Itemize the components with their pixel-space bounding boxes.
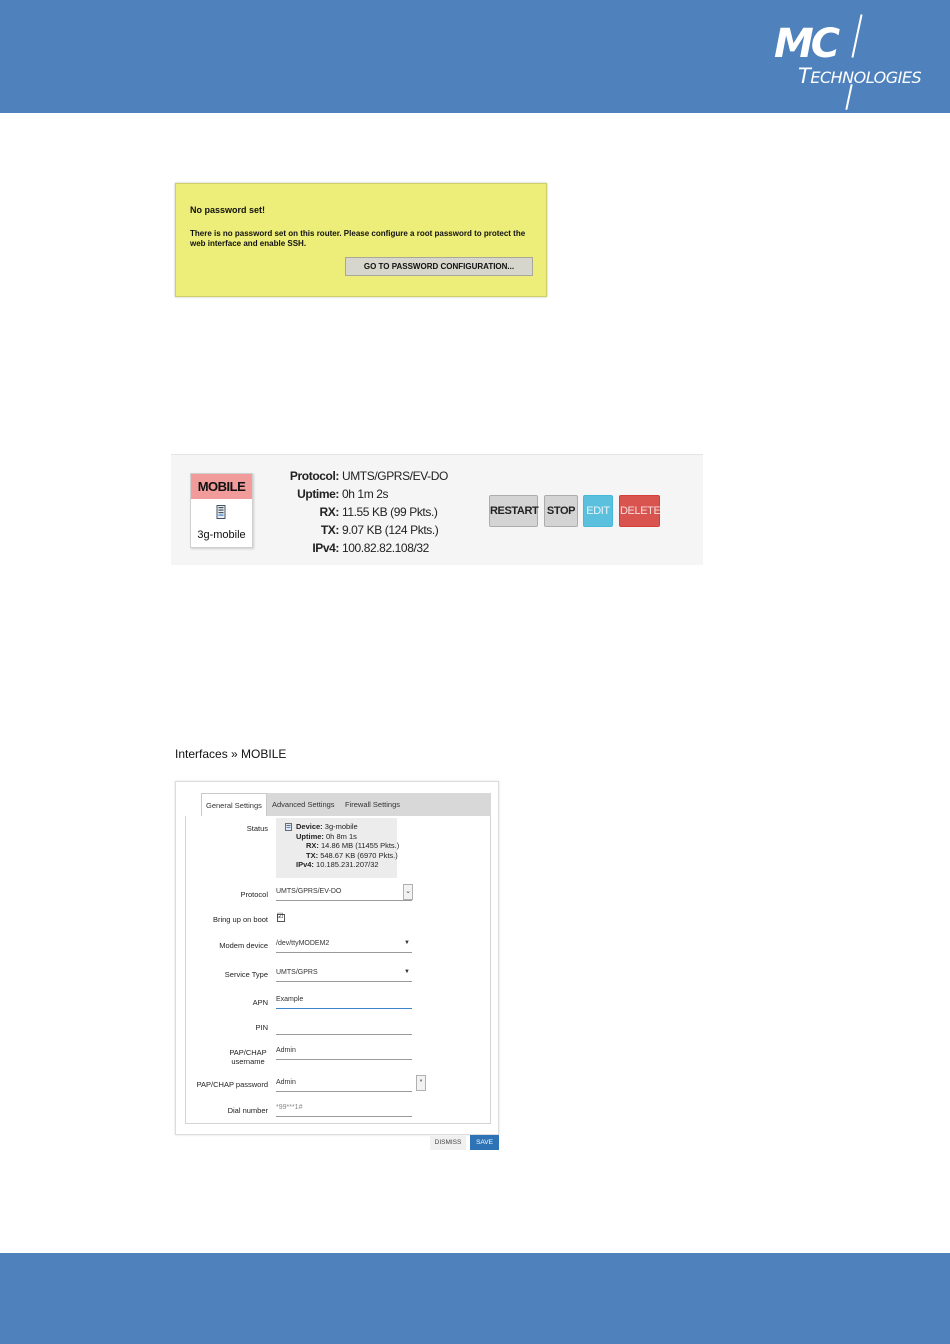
rx-label: RX: [319, 505, 339, 519]
dismiss-button[interactable]: DISMISS [430, 1136, 466, 1150]
breadcrumb: Interfaces » MOBILE [175, 747, 287, 761]
pap-chap-username-input[interactable]: Admin [276, 1043, 412, 1060]
status-uptime-value: 0h 8m 1s [326, 831, 357, 841]
protocol-value: UMTS/GPRS/EV-DO [341, 469, 448, 483]
interface-card [190, 473, 253, 548]
service-type-select[interactable] [276, 965, 412, 982]
tab-general-settings[interactable]: General Settings [201, 793, 267, 816]
no-password-warning [175, 183, 547, 297]
status-rx-value: 14.86 MB (11455 Pkts.) [321, 841, 400, 850]
general-settings-form [185, 816, 491, 1124]
status-device-label: Device: [296, 822, 323, 831]
interface-device-label: 3g-mobile [197, 529, 246, 541]
save-button[interactable]: SAVE [470, 1135, 499, 1150]
interface-info [267, 467, 467, 557]
warning-text: There is no password set on this router. Please configure a root password to protect the web interface and enable SSH. [190, 229, 526, 248]
uptime-value: 0h 1m 2s [341, 487, 389, 501]
protocol-field-label: Protocol [240, 890, 268, 899]
tx-value: 9.07 KB (124 Pkts.) [341, 523, 439, 537]
pap-chap-username-label: PAP/CHAP username [229, 1048, 267, 1066]
delete-button[interactable]: DELETE [619, 495, 660, 527]
service-type-value: UMTS/GPRS [276, 969, 318, 976]
apn-label: APN [252, 998, 268, 1007]
status-lines [296, 822, 399, 870]
protocol-label: Protocol: [289, 469, 339, 483]
status-ipv4-value: 10.185.231.207/32 [316, 860, 379, 869]
dial-number-label: Dial number [227, 1106, 268, 1115]
caret-down-icon: ▼ [404, 969, 410, 975]
tab-bar [201, 793, 491, 816]
interface-config-panel [175, 781, 499, 1135]
tab-advanced-settings[interactable]: Advanced Settings [272, 800, 335, 809]
modem-icon [216, 505, 226, 519]
boot-label: Bring up on boot [212, 915, 268, 924]
interface-panel [171, 454, 703, 565]
modem-device-value: /dev/ttyMODEM2 [276, 940, 330, 947]
header-banner [0, 0, 950, 113]
ipv4-value: 100.82.82.108/32 [341, 541, 429, 555]
status-tx-label: TX: [306, 850, 319, 860]
caret-down-icon: ▼ [404, 940, 410, 946]
modem-icon [285, 823, 292, 831]
protocol-select[interactable] [276, 884, 412, 901]
tx-label: TX: [320, 523, 339, 537]
uptime-label: Uptime: [297, 487, 339, 501]
checkmark-icon: ☑ [277, 913, 284, 920]
modem-device-select[interactable] [276, 936, 412, 953]
rx-value: 11.55 KB (99 Pkts.) [341, 505, 438, 519]
status-box [276, 818, 400, 878]
pap-chap-password-label: PAP/CHAP password [196, 1080, 268, 1089]
interface-name: MOBILE [191, 474, 252, 499]
stop-button[interactable]: STOP [544, 495, 578, 527]
status-uptime-label: Uptime: [296, 831, 324, 841]
edit-button[interactable]: EDIT [583, 495, 613, 527]
pap-chap-password-value: Admin [276, 1079, 296, 1086]
status-ipv4-label: IPv4: [296, 860, 314, 869]
restart-button[interactable]: RESTART [489, 495, 538, 527]
mc-technologies-logo [772, 14, 948, 112]
logo-technologies-text: TECHNOLOGIES [798, 64, 922, 88]
dial-number-input[interactable]: *99***1# [276, 1100, 412, 1117]
pin-label: PIN [255, 1023, 268, 1032]
service-type-label: Service Type [224, 970, 268, 979]
tab-firewall-settings[interactable]: Firewall Settings [345, 800, 401, 809]
bring-up-on-boot-checkbox[interactable] [277, 914, 285, 922]
reveal-password-icon[interactable]: * [416, 1075, 426, 1091]
protocol-select-value: UMTS/GPRS/EV-DO [276, 888, 342, 895]
logo-mc-text: MC [774, 21, 838, 67]
pin-input[interactable] [276, 1018, 412, 1035]
ipv4-label: IPv4: [312, 541, 339, 555]
chevron-down-icon[interactable]: ⌄ [403, 884, 413, 900]
status-device-value: 3g-mobile [324, 822, 358, 831]
status-tx-value: 548.67 KB (6970 Pkts.) [320, 850, 398, 860]
status-label: Status [246, 824, 268, 833]
modem-device-label: Modem device [219, 941, 268, 950]
pap-chap-password-input[interactable] [276, 1075, 423, 1092]
status-rx-label: RX: [306, 841, 319, 850]
footer-banner [0, 1253, 950, 1344]
warning-title: No password set! [190, 205, 266, 215]
apn-input[interactable]: Example [276, 992, 412, 1009]
go-to-password-config-button[interactable]: GO TO PASSWORD CONFIGURATION... [345, 257, 533, 276]
